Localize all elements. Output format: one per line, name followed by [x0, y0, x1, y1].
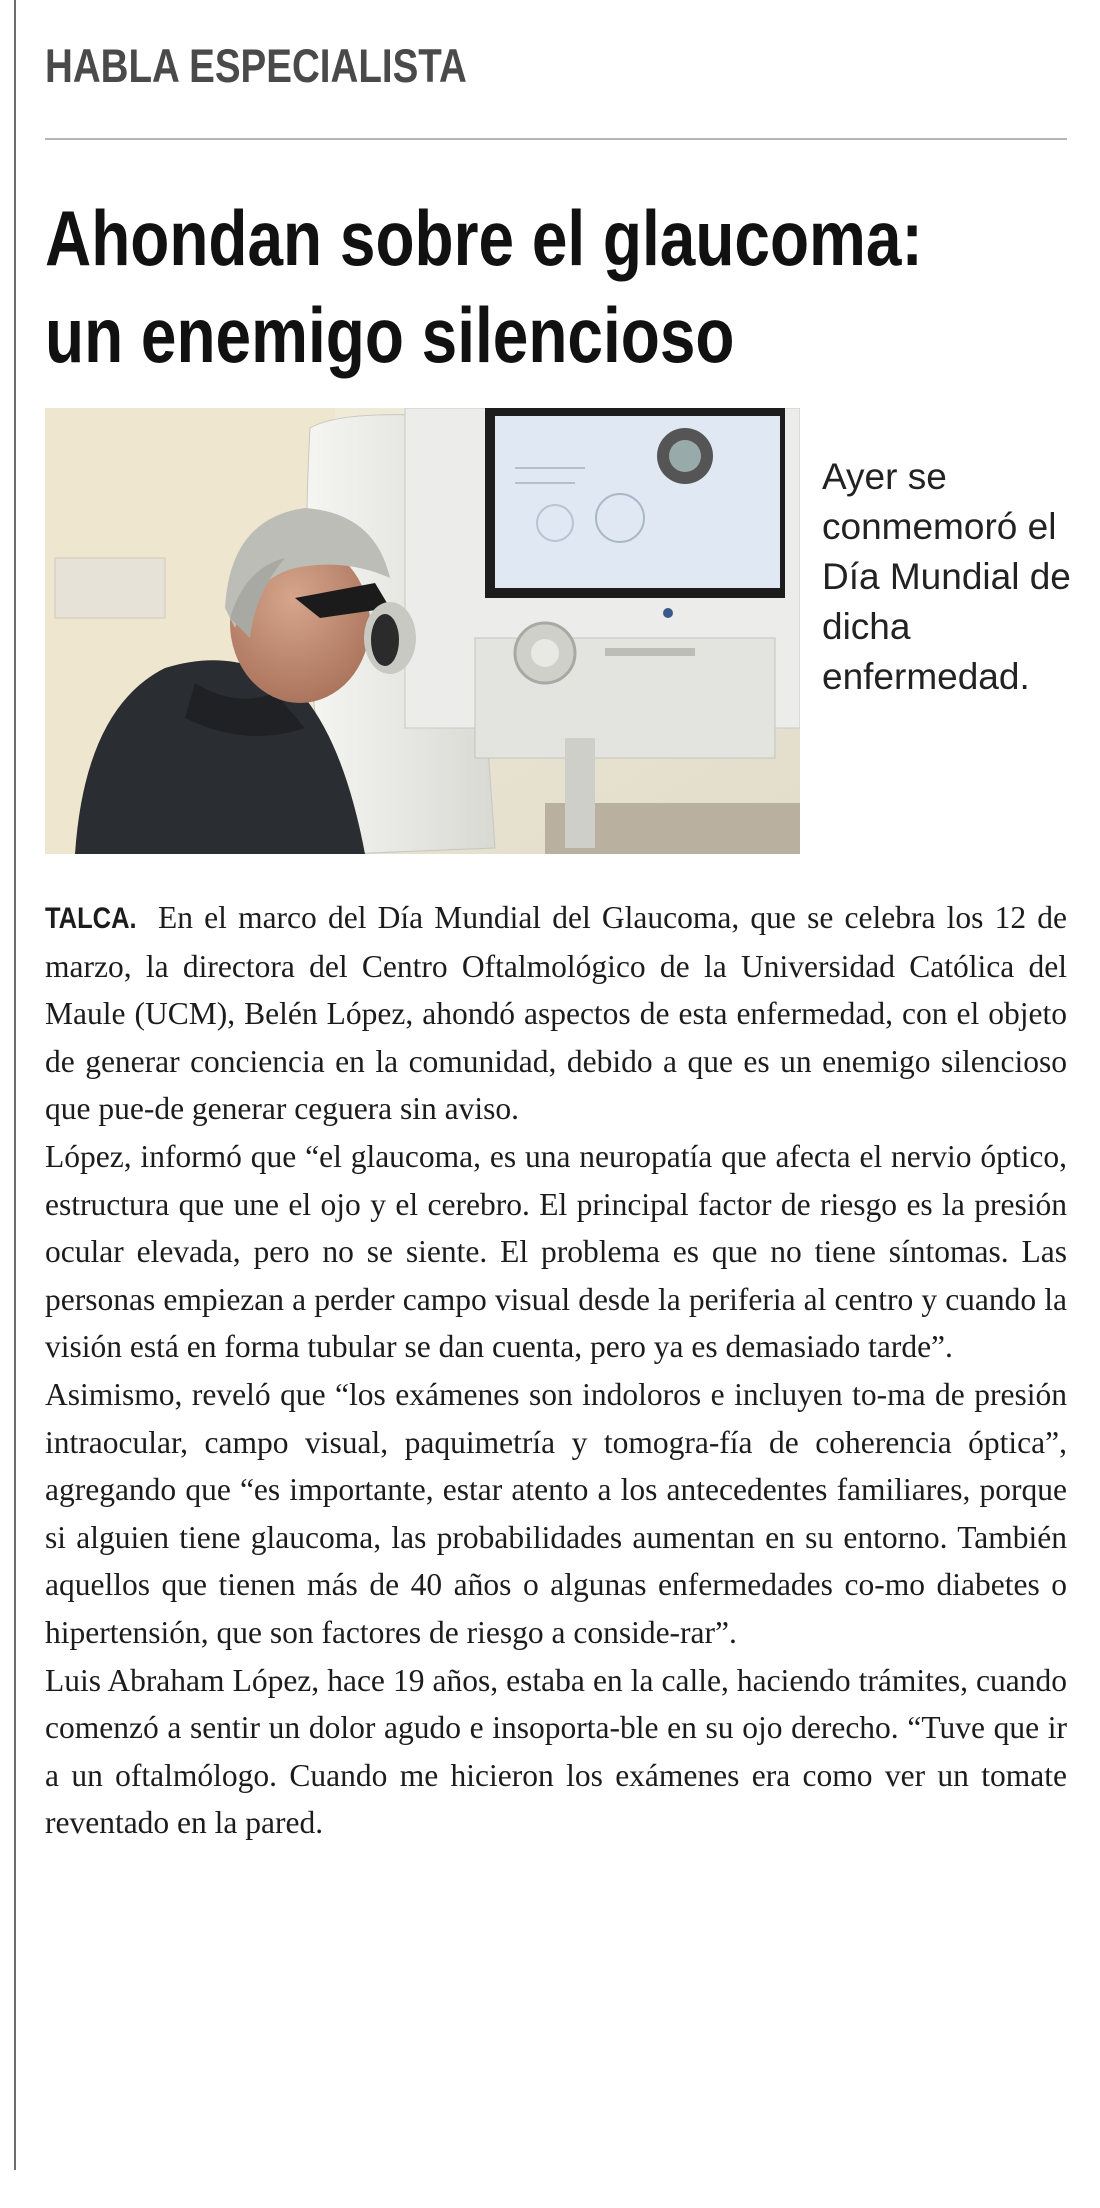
headline [45, 190, 1070, 384]
headline-line-2: un enemigo silencioso [45, 291, 735, 379]
left-column-rule [14, 0, 16, 2170]
dateline: TALCA. [45, 902, 137, 935]
article-paragraph-1 [45, 894, 1067, 1133]
article-paragraph-2: López, informó que “el glaucoma, es una neuropatía que afecta el nervio óptico, estructura que une el ojo y el cerebro. El principal factor de riesgo es la presión ocular elevada, pero no se siente. El problema es que no tiene síntomas. Las personas empiezan a perder campo visual desde la periferia al centro y cuando la visión está en forma tubular se dan cuenta, pero ya es demasiado tarde”. [45, 1138, 1067, 1365]
article-body [45, 894, 1067, 1847]
photo-illustration [45, 408, 800, 854]
article-paragraph-3: Asimismo, reveló que “los exámenes son indoloros e incluyen to-ma de presión intraocular, campo visual, paquimetría y tomogra-fía de coherencia óptica”, agregando que “es importante, estar atento a los antecedentes familiares, porque si alguien tiene glaucoma, las probabilidades aumentan en su entorno. También aquellos que tienen más de 40 años o algunas enfermedades co-mo diabetes o hipertensión, que son factores de riesgo a conside-rar”. [45, 1376, 1067, 1650]
article-photo [45, 408, 800, 854]
photo-caption: Ayer se conmemoró el Día Mundial de dicha enfermedad. [822, 456, 1071, 697]
section-label: HABLA ESPECIALISTA [45, 39, 467, 92]
article-paragraph-4: Luis Abraham López, hace 19 años, estaba en la calle, haciendo trámites, cuando comenzó a sentir un dolor agudo e insoporta-ble en su ojo derecho. “Tuve que ir a un oftalmólogo. Cuando me hicieron los exámenes era como ver un tomate reventado en la pared. [45, 1662, 1067, 1841]
paragraph-1-text: En el marco del Día Mundial del Glaucoma, que se celebra los 12 de marzo, la directora del Centro Oftalmológico de la Universidad Católica del Maule (UCM), Belén López, ahondó aspectos de esta enfermedad, con el objeto de generar conciencia en la comunidad, debido a que es un enemigo silencioso que pue-de generar ceguera sin aviso. [45, 900, 1068, 1127]
section-divider [45, 138, 1067, 140]
headline-line-1: Ahondan sobre el glaucoma: [45, 194, 923, 282]
